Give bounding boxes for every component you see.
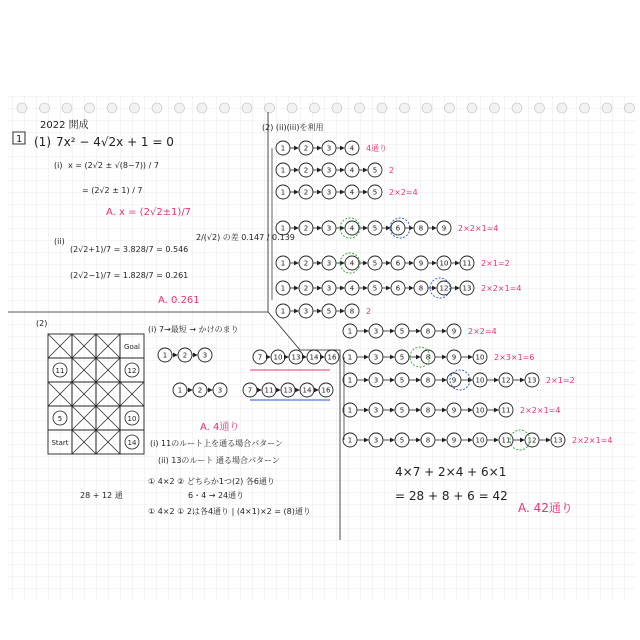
- case-b: 6・4 → 24通り: [188, 491, 245, 500]
- svg-text:3: 3: [326, 259, 332, 268]
- svg-text:1: 1: [347, 406, 353, 415]
- binder-hole: [130, 103, 140, 113]
- svg-text:8: 8: [425, 327, 431, 336]
- svg-text:12: 12: [439, 284, 449, 293]
- svg-text:12: 12: [501, 376, 511, 385]
- svg-text:2: 2: [303, 144, 309, 153]
- svg-text:1: 1: [347, 353, 353, 362]
- formula-line: x = (2√2 ± √(8−7)) / 7: [68, 161, 159, 170]
- route-count-label: 2×3×1=6: [494, 353, 535, 362]
- equation: 7x² − 4√2x + 1 = 0: [56, 135, 174, 149]
- svg-text:6: 6: [395, 259, 401, 268]
- binder-hole: [580, 103, 590, 113]
- svg-text:9: 9: [451, 436, 457, 445]
- route-count-label: 2×1=2: [546, 376, 575, 385]
- svg-text:1: 1: [347, 376, 353, 385]
- svg-text:3: 3: [373, 406, 379, 415]
- svg-text:1: 1: [280, 144, 286, 153]
- grid-cell-label: 14: [127, 439, 137, 447]
- route-count-label: 2×2×1=4: [520, 406, 561, 415]
- note-ii-2: (ii) 13のルート 通る場合パターン: [158, 456, 280, 465]
- route-count-label: 2×2=4: [389, 188, 418, 197]
- binder-hole: [467, 103, 477, 113]
- svg-text:8: 8: [418, 224, 424, 233]
- svg-text:13: 13: [553, 436, 563, 445]
- binder-hole: [422, 103, 432, 113]
- svg-text:4: 4: [349, 259, 355, 268]
- sum-line-1: 4×7 + 2×4 + 6×1: [395, 465, 507, 479]
- svg-text:3: 3: [326, 144, 332, 153]
- grid-cell-label: 10: [127, 415, 137, 423]
- svg-text:9: 9: [451, 376, 457, 385]
- svg-text:13: 13: [462, 284, 472, 293]
- svg-text:1: 1: [280, 259, 286, 268]
- svg-text:3: 3: [373, 353, 379, 362]
- svg-text:6: 6: [395, 284, 401, 293]
- svg-text:5: 5: [372, 188, 378, 197]
- svg-text:11: 11: [462, 259, 472, 268]
- side-note: 2/(√2) の差 0.147 / 0.139: [196, 233, 295, 242]
- sub-i-label: (i): [54, 161, 63, 170]
- svg-text:3: 3: [373, 436, 379, 445]
- svg-text:5: 5: [399, 436, 405, 445]
- problem-number: 1: [16, 134, 23, 145]
- grid-cell-label: Goal: [124, 343, 140, 351]
- part1-label: (1): [34, 135, 51, 149]
- route-count-label: 2: [366, 307, 372, 316]
- svg-text:3: 3: [326, 224, 332, 233]
- binder-hole: [557, 103, 567, 113]
- svg-text:1: 1: [162, 351, 168, 360]
- binder-hole: [287, 103, 297, 113]
- binder-hole: [152, 103, 162, 113]
- corner-note: 28 + 12 通: [80, 491, 123, 500]
- binder-hole: [220, 103, 230, 113]
- route-count-label: 2×2×1=4: [481, 284, 522, 293]
- svg-text:8: 8: [425, 376, 431, 385]
- svg-text:5: 5: [399, 376, 405, 385]
- svg-text:2: 2: [303, 224, 309, 233]
- calc-bottom: (2√2−1)/7 = 1.828/7 = 0.261: [70, 271, 189, 280]
- svg-text:14: 14: [302, 386, 312, 395]
- svg-text:10: 10: [475, 353, 485, 362]
- answer-2: A. 0.261: [158, 295, 200, 306]
- svg-text:1: 1: [347, 436, 353, 445]
- svg-text:5: 5: [399, 327, 405, 336]
- svg-text:3: 3: [373, 376, 379, 385]
- binder-hole: [535, 103, 545, 113]
- svg-text:11: 11: [501, 406, 511, 415]
- svg-text:4: 4: [349, 188, 355, 197]
- svg-text:3: 3: [326, 188, 332, 197]
- note-ii-1: (i) 11のルート上を通る場合パターン: [150, 439, 284, 448]
- svg-text:5: 5: [399, 353, 405, 362]
- svg-text:4: 4: [349, 224, 355, 233]
- route-count-label: 2×2=4: [468, 327, 497, 336]
- svg-text:5: 5: [399, 406, 405, 415]
- svg-text:4: 4: [349, 166, 355, 175]
- year-title: 2022 開成: [40, 120, 89, 131]
- svg-text:11: 11: [264, 386, 274, 395]
- svg-text:10: 10: [475, 436, 485, 445]
- answer-3: A. 4通り: [200, 422, 240, 433]
- svg-text:9: 9: [418, 259, 424, 268]
- svg-text:6: 6: [395, 224, 401, 233]
- svg-text:11: 11: [501, 436, 511, 445]
- binder-hole: [310, 103, 320, 113]
- svg-text:13: 13: [283, 386, 293, 395]
- binder-hole: [602, 103, 612, 113]
- svg-text:10: 10: [475, 406, 485, 415]
- grid-cell-label: Start: [51, 439, 69, 447]
- svg-text:13: 13: [291, 353, 301, 362]
- binder-hole: [490, 103, 500, 113]
- route-count-label: 2×2×1=4: [458, 224, 499, 233]
- svg-text:5: 5: [372, 284, 378, 293]
- binder-hole: [355, 103, 365, 113]
- binder-hole: [62, 103, 72, 113]
- svg-text:2: 2: [303, 259, 309, 268]
- calc-top: (2√2+1)/7 = 3.828/7 = 0.546: [70, 245, 189, 254]
- svg-text:13: 13: [527, 376, 537, 385]
- binder-hole: [625, 103, 635, 113]
- route-count-label: 4通り: [366, 144, 388, 153]
- binder-hole: [242, 103, 252, 113]
- svg-text:2: 2: [303, 284, 309, 293]
- svg-text:5: 5: [326, 307, 332, 316]
- binder-hole: [265, 103, 275, 113]
- svg-text:3: 3: [373, 327, 379, 336]
- route-count-label: 2×1=2: [481, 259, 510, 268]
- answer-1: A. x = (2√2±1)/7: [106, 207, 192, 218]
- case-c: ① 4×2 ① 2は各4通り | (4×1)×2 = (8)通り: [148, 507, 311, 516]
- binder-hole: [377, 103, 387, 113]
- note-i: (i) 7→最短 → かけのまり: [148, 325, 239, 334]
- svg-text:7: 7: [247, 386, 253, 395]
- svg-text:2: 2: [303, 166, 309, 175]
- svg-text:3: 3: [202, 351, 208, 360]
- part2-label: (2): [36, 319, 48, 328]
- right-heading: (2) (ii)(iii)を利用: [262, 123, 324, 132]
- svg-text:4: 4: [349, 284, 355, 293]
- svg-text:1: 1: [280, 307, 286, 316]
- grid-cell-label: 12: [127, 367, 137, 375]
- route-count-label: 2: [389, 166, 395, 175]
- grid-cell-label: 11: [55, 367, 65, 375]
- binder-hole: [332, 103, 342, 113]
- svg-text:1: 1: [280, 166, 286, 175]
- svg-text:9: 9: [441, 224, 447, 233]
- svg-text:16: 16: [321, 386, 331, 395]
- svg-text:9: 9: [451, 327, 457, 336]
- svg-text:9: 9: [451, 353, 457, 362]
- svg-text:3: 3: [217, 386, 223, 395]
- binder-hole: [512, 103, 522, 113]
- route-count-label: 2×2×1=4: [572, 436, 613, 445]
- svg-text:8: 8: [425, 353, 431, 362]
- svg-text:8: 8: [349, 307, 355, 316]
- binder-hole: [85, 103, 95, 113]
- binder-hole: [400, 103, 410, 113]
- svg-text:3: 3: [303, 307, 309, 316]
- svg-text:2: 2: [182, 351, 188, 360]
- svg-text:8: 8: [425, 406, 431, 415]
- binder-hole: [40, 103, 50, 113]
- svg-text:1: 1: [280, 284, 286, 293]
- svg-text:1: 1: [280, 188, 286, 197]
- svg-text:10: 10: [273, 353, 283, 362]
- case-a: ① 4×2 ② どちらか1つ(2) 各6通り: [148, 477, 275, 486]
- svg-text:5: 5: [372, 259, 378, 268]
- grid-cell-label: 5: [57, 415, 63, 423]
- binder-hole: [175, 103, 185, 113]
- svg-text:10: 10: [439, 259, 449, 268]
- svg-text:8: 8: [425, 436, 431, 445]
- binder-hole: [197, 103, 207, 113]
- svg-text:8: 8: [418, 284, 424, 293]
- svg-text:3: 3: [326, 166, 332, 175]
- answer-final: A. 42通り: [518, 501, 573, 515]
- svg-text:1: 1: [177, 386, 183, 395]
- formula-simplified: = (2√2 ± 1) / 7: [82, 186, 143, 195]
- binder-hole: [17, 103, 27, 113]
- svg-text:5: 5: [372, 166, 378, 175]
- svg-text:1: 1: [347, 327, 353, 336]
- binder-hole: [107, 103, 117, 113]
- svg-text:7: 7: [257, 353, 263, 362]
- svg-text:10: 10: [475, 376, 485, 385]
- svg-text:4: 4: [349, 144, 355, 153]
- svg-text:1: 1: [280, 224, 286, 233]
- svg-text:2: 2: [303, 188, 309, 197]
- sub-ii-label: (ii): [54, 237, 65, 246]
- svg-text:14: 14: [309, 353, 319, 362]
- binder-hole: [445, 103, 455, 113]
- svg-text:9: 9: [451, 406, 457, 415]
- svg-text:12: 12: [527, 436, 537, 445]
- svg-text:16: 16: [327, 353, 337, 362]
- sum-line-2: = 28 + 8 + 6 = 42: [395, 489, 508, 503]
- svg-text:2: 2: [197, 386, 203, 395]
- svg-text:5: 5: [372, 224, 378, 233]
- svg-text:3: 3: [326, 284, 332, 293]
